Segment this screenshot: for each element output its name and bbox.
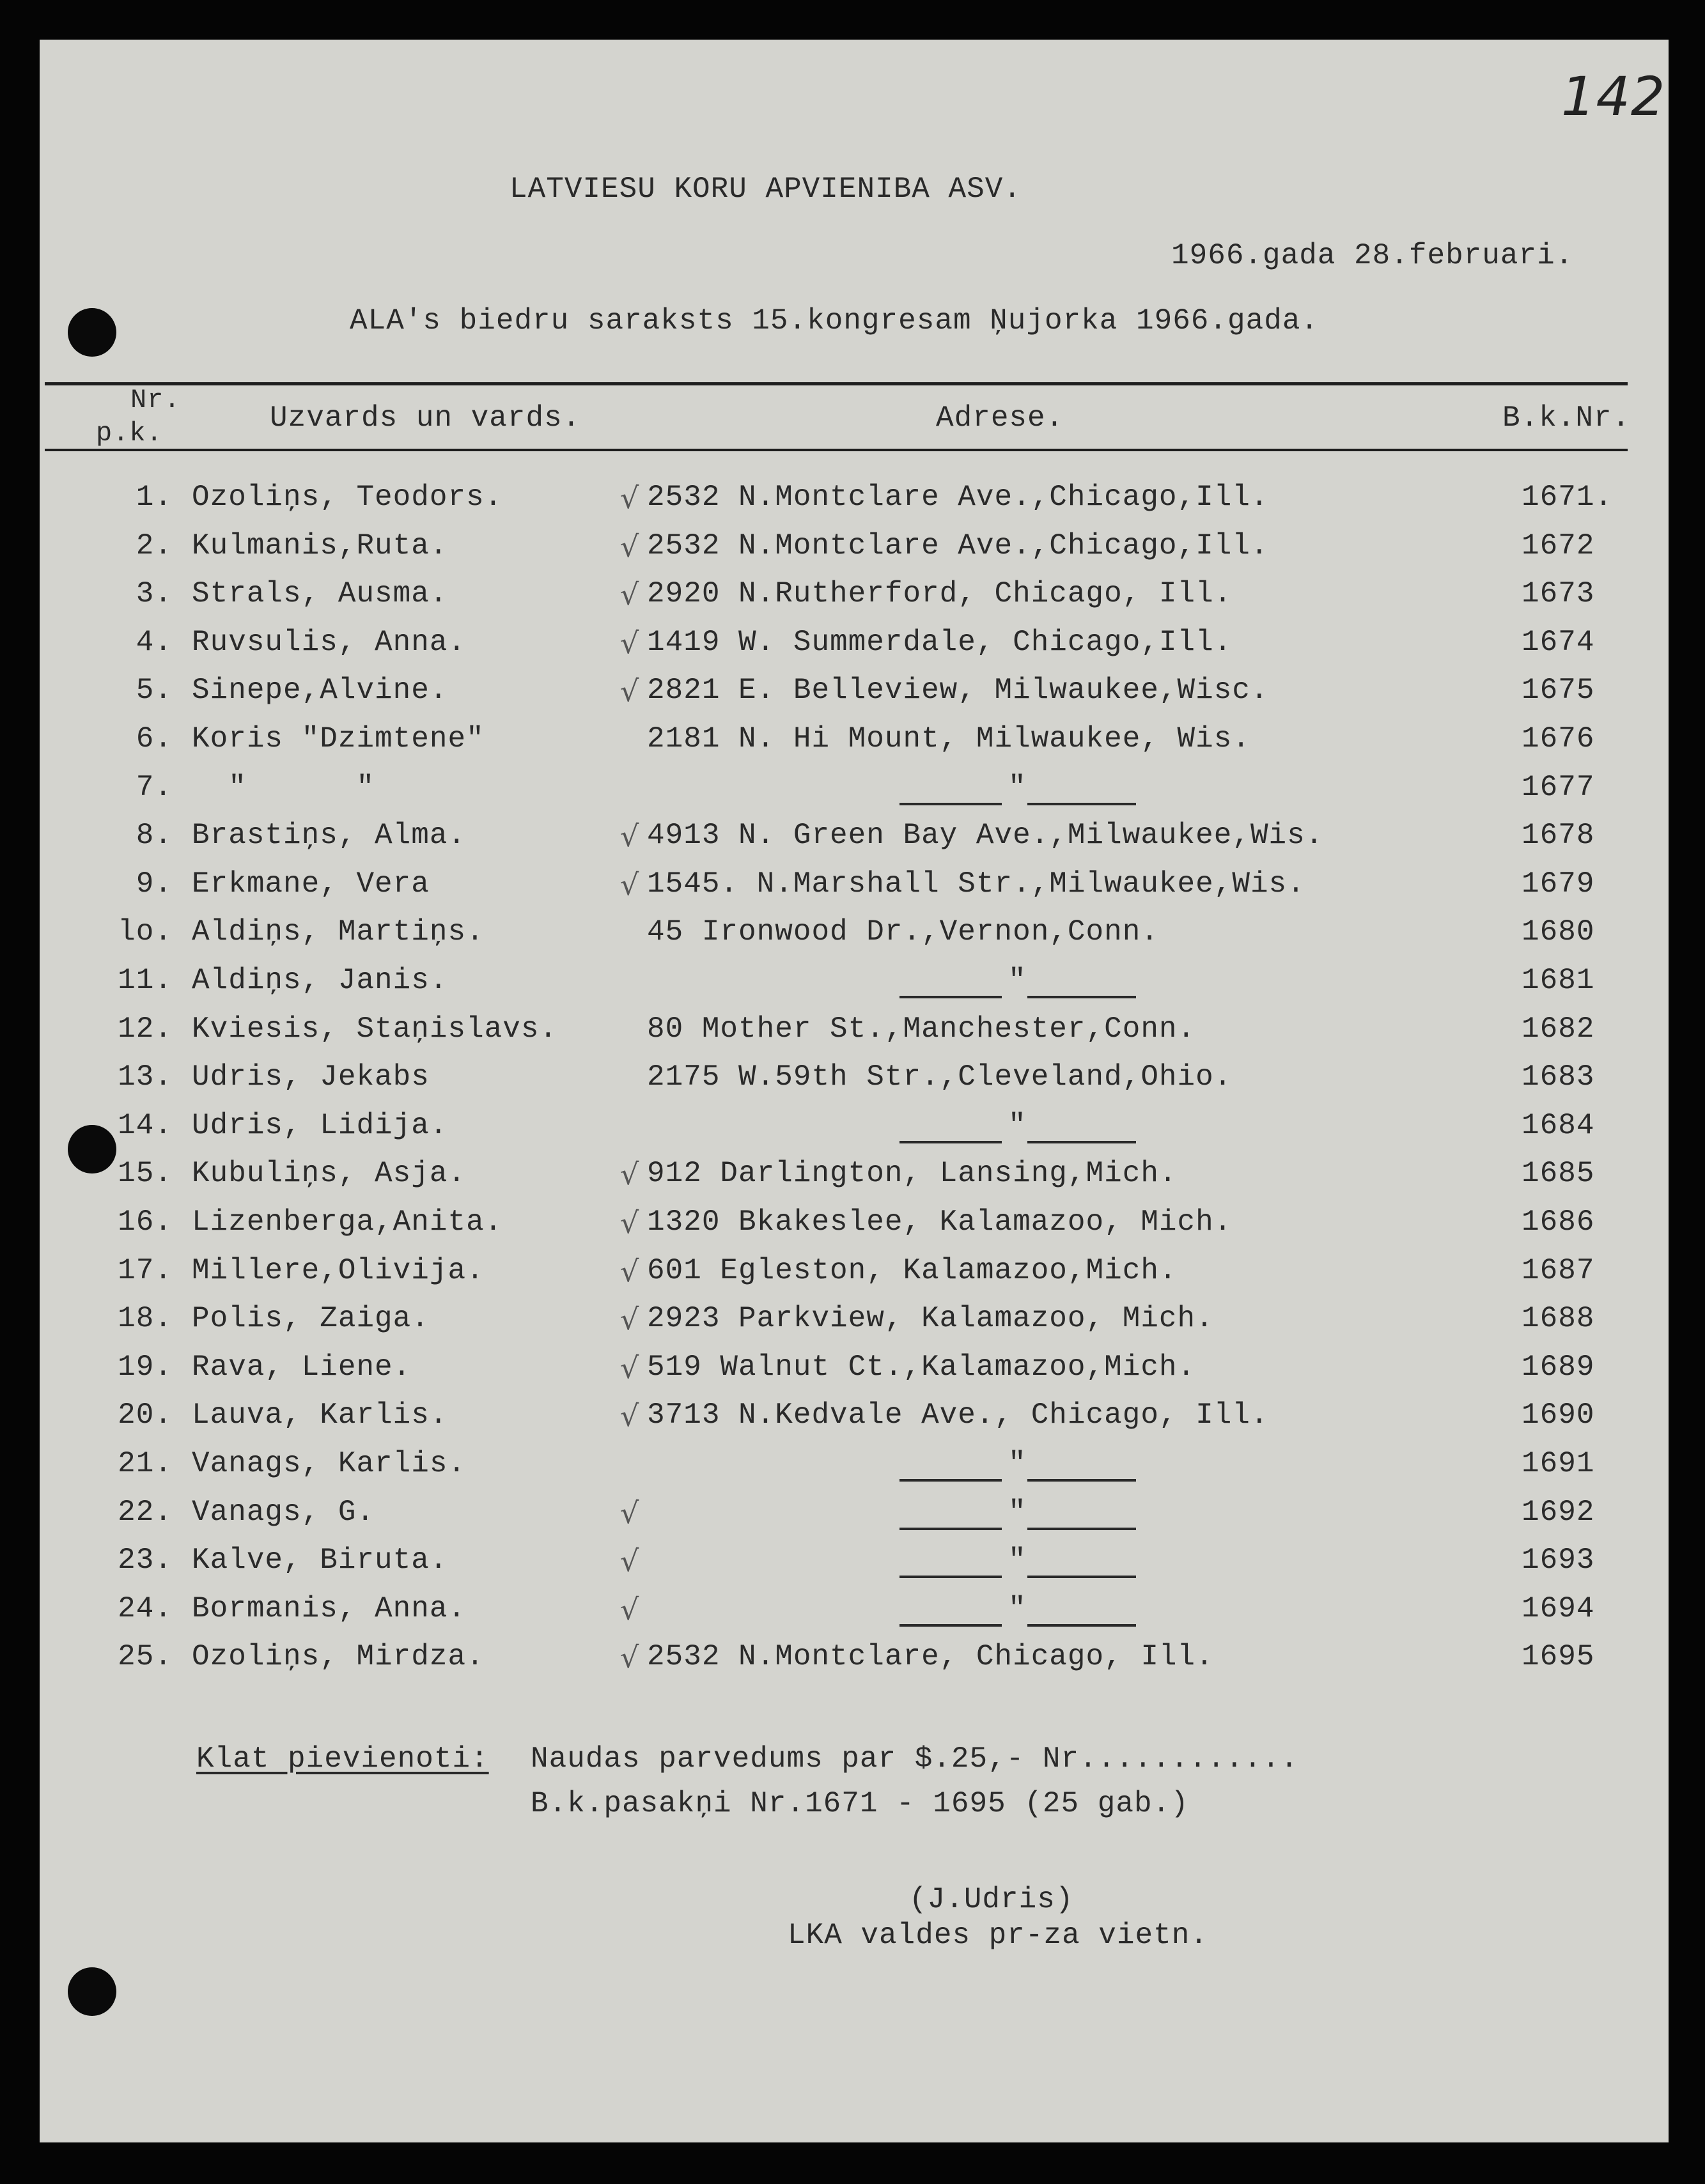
member-bk-number: 1692 — [1522, 1496, 1595, 1529]
enclosed-label: Klat pievienoti: — [196, 1742, 489, 1776]
member-bk-number: 1687 — [1522, 1254, 1595, 1287]
member-name: Strals, Ausma. — [192, 577, 448, 610]
column-nr-line2: p.k. — [96, 418, 163, 449]
ditto-line-right — [1027, 1528, 1136, 1530]
ditto-line-right — [1027, 1479, 1136, 1482]
member-name: Vanags, G. — [192, 1496, 375, 1529]
member-address: 2920 N.Rutherford, Chicago, Ill. — [647, 577, 1233, 610]
row-number: 7. — [136, 771, 173, 804]
member-bk-number: 1681 — [1522, 964, 1595, 997]
row-number: 9. — [136, 867, 173, 901]
member-address: 1419 W. Summerdale, Chicago,Ill. — [647, 626, 1233, 659]
member-name: Polis, Zaiga. — [192, 1302, 430, 1335]
member-address: 3713 N.Kedvale Ave., Chicago, Ill. — [647, 1398, 1269, 1432]
ditto-line-left — [899, 1141, 1002, 1143]
row-number: 24. — [118, 1592, 173, 1625]
check-mark: √ — [620, 1351, 640, 1385]
member-address: 1320 Bkakeslee, Kalamazoo, Mich. — [647, 1205, 1233, 1239]
member-name: Kulmanis,Ruta. — [192, 529, 448, 562]
punch-hole-middle — [68, 1125, 116, 1173]
check-mark: √ — [620, 1302, 640, 1336]
punch-hole-bottom — [68, 1967, 116, 2016]
member-address: 2181 N. Hi Mount, Milwaukee, Wis. — [647, 722, 1250, 755]
member-address: 2532 N.Montclare Ave.,Chicago,Ill. — [647, 529, 1269, 562]
column-name-header: Uzvards un vards. — [270, 401, 581, 435]
member-bk-number: 1694 — [1522, 1592, 1595, 1625]
member-bk-number: 1685 — [1522, 1157, 1595, 1190]
row-number: 25. — [118, 1640, 173, 1673]
column-address-header: Adrese. — [936, 401, 1064, 435]
ditto-line-left — [899, 803, 1002, 805]
punch-hole-top — [68, 308, 116, 357]
member-bk-number: 1673 — [1522, 577, 1595, 610]
row-number: 19. — [118, 1351, 173, 1384]
member-name: Kalve, Biruta. — [192, 1544, 448, 1577]
member-name: Aldiņs, Janis. — [192, 964, 448, 997]
signature-name: (J.Udris) — [909, 1883, 1074, 1916]
member-name: Kubuliņs, Asja. — [192, 1157, 467, 1190]
document-date: 1966.gada 28.februari. — [1171, 239, 1574, 272]
member-name: Sinepe,Alvine. — [192, 674, 448, 707]
member-address: 601 Egleston, Kalamazoo,Mich. — [647, 1254, 1178, 1287]
check-mark: √ — [620, 1398, 640, 1433]
member-name: Lizenberga,Anita. — [192, 1205, 503, 1239]
member-bk-number: 1682 — [1522, 1012, 1595, 1046]
row-number: 21. — [118, 1447, 173, 1480]
enclosed-line-1: Naudas parvedums par $.25,- Nr............ — [531, 1742, 1299, 1776]
member-bk-number: 1693 — [1522, 1544, 1595, 1577]
member-bk-number: 1691 — [1522, 1447, 1595, 1480]
ditto-line-right — [1027, 1576, 1136, 1578]
check-mark: √ — [620, 529, 640, 564]
row-number: 2. — [136, 529, 173, 562]
ditto-line-left — [899, 1624, 1002, 1627]
member-name: Rava, Liene. — [192, 1351, 412, 1384]
row-number: 1. — [136, 481, 173, 514]
member-address: 80 Mother St.,Manchester,Conn. — [647, 1012, 1196, 1046]
member-name: Lauva, Karlis. — [192, 1398, 448, 1432]
signature-title: LKA valdes pr-za vietn. — [788, 1919, 1208, 1952]
member-name: Ruvsulis, Anna. — [192, 626, 467, 659]
member-bk-number: 1680 — [1522, 915, 1595, 949]
row-number: lo. — [118, 915, 173, 949]
list-title: ALA's biedru saraksts 15.kongresam Ņujorka 1966.gada. — [350, 304, 1320, 337]
table-header-rule — [45, 449, 1628, 451]
organization-title: LATVIESU KORU APVIENIBA ASV. — [510, 173, 1022, 206]
member-bk-number: 1671. — [1522, 481, 1614, 514]
member-name: " " — [192, 771, 375, 804]
member-name: Udris, Lidija. — [192, 1109, 448, 1142]
check-mark: √ — [620, 481, 640, 515]
member-name: Kviesis, Staņislavs. — [192, 1012, 558, 1046]
member-bk-number: 1678 — [1522, 819, 1595, 852]
row-number: 23. — [118, 1544, 173, 1577]
row-number: 15. — [118, 1157, 173, 1190]
member-address: 2821 E. Belleview, Milwaukee,Wisc. — [647, 674, 1269, 707]
page-number: 142 — [1561, 65, 1666, 128]
column-nr-line1: Nr. — [130, 385, 181, 415]
member-bk-number: 1674 — [1522, 626, 1595, 659]
member-bk-number: 1695 — [1522, 1640, 1595, 1673]
row-number: 4. — [136, 626, 173, 659]
ditto-mark: " — [1008, 771, 1027, 804]
ditto-line-left — [899, 1576, 1002, 1578]
check-mark: √ — [620, 1640, 640, 1675]
table-top-rule — [45, 382, 1628, 385]
check-mark: √ — [620, 819, 640, 853]
ditto-line-left — [899, 996, 1002, 998]
row-number: 6. — [136, 722, 173, 755]
member-address: 1545. N.Marshall Str.,Milwaukee,Wis. — [647, 867, 1305, 901]
member-name: Millere,Olivija. — [192, 1254, 485, 1287]
check-mark: √ — [620, 1157, 640, 1191]
member-bk-number: 1683 — [1522, 1060, 1595, 1094]
ditto-mark: " — [1008, 964, 1027, 997]
row-number: 22. — [118, 1496, 173, 1529]
ditto-line-right — [1027, 803, 1136, 805]
ditto-line-right — [1027, 1624, 1136, 1627]
ditto-mark: " — [1008, 1109, 1027, 1142]
member-bk-number: 1690 — [1522, 1398, 1595, 1432]
row-number: 12. — [118, 1012, 173, 1046]
member-address: 4913 N. Green Bay Ave.,Milwaukee,Wis. — [647, 819, 1324, 852]
row-number: 20. — [118, 1398, 173, 1432]
member-bk-number: 1679 — [1522, 867, 1595, 901]
check-mark: √ — [620, 674, 640, 708]
check-mark: √ — [620, 867, 640, 902]
member-bk-number: 1676 — [1522, 722, 1595, 755]
row-number: 5. — [136, 674, 173, 707]
row-number: 18. — [118, 1302, 173, 1335]
row-number: 13. — [118, 1060, 173, 1094]
member-name: Erkmane, Vera — [192, 867, 430, 901]
ditto-mark: " — [1008, 1496, 1027, 1529]
row-number: 16. — [118, 1205, 173, 1239]
member-address: 2532 N.Montclare, Chicago, Ill. — [647, 1640, 1214, 1673]
check-mark: √ — [620, 1496, 640, 1530]
ditto-mark: " — [1008, 1447, 1027, 1480]
ditto-line-right — [1027, 1141, 1136, 1143]
member-bk-number: 1677 — [1522, 771, 1595, 804]
ditto-line-left — [899, 1479, 1002, 1482]
member-address: 2532 N.Montclare Ave.,Chicago,Ill. — [647, 481, 1269, 514]
row-number: 14. — [118, 1109, 173, 1142]
member-bk-number: 1686 — [1522, 1205, 1595, 1239]
member-bk-number: 1684 — [1522, 1109, 1595, 1142]
member-bk-number: 1689 — [1522, 1351, 1595, 1384]
member-name: Brastiņs, Alma. — [192, 819, 467, 852]
ditto-line-right — [1027, 996, 1136, 998]
member-name: Koris "Dzimtene" — [192, 722, 485, 755]
check-mark: √ — [620, 626, 640, 660]
member-name: Udris, Jekabs — [192, 1060, 430, 1094]
member-name: Aldiņs, Martiņs. — [192, 915, 485, 949]
check-mark: √ — [620, 1254, 640, 1289]
ditto-line-left — [899, 1528, 1002, 1530]
check-mark: √ — [620, 577, 640, 612]
check-mark: √ — [620, 1205, 640, 1240]
member-bk-number: 1672 — [1522, 529, 1595, 562]
member-name: Vanags, Karlis. — [192, 1447, 467, 1480]
enclosed-line-2: B.k.pasakņi Nr.1671 - 1695 (25 gab.) — [531, 1787, 1189, 1820]
row-number: 17. — [118, 1254, 173, 1287]
member-address: 2923 Parkview, Kalamazoo, Mich. — [647, 1302, 1214, 1335]
check-mark: √ — [620, 1544, 640, 1578]
member-bk-number: 1688 — [1522, 1302, 1595, 1335]
member-address: 45 Ironwood Dr.,Vernon,Conn. — [647, 915, 1159, 949]
row-number: 11. — [118, 964, 173, 997]
member-name: Ozoliņs, Mirdza. — [192, 1640, 485, 1673]
member-name: Bormanis, Anna. — [192, 1592, 467, 1625]
document-page — [40, 40, 1669, 2142]
member-address: 2175 W.59th Str.,Cleveland,Ohio. — [647, 1060, 1233, 1094]
member-address: 912 Darlington, Lansing,Mich. — [647, 1157, 1178, 1190]
check-mark: √ — [620, 1592, 640, 1627]
ditto-mark: " — [1008, 1544, 1027, 1577]
member-address: 519 Walnut Ct.,Kalamazoo,Mich. — [647, 1351, 1196, 1384]
row-number: 8. — [136, 819, 173, 852]
row-number: 3. — [136, 577, 173, 610]
ditto-mark: " — [1008, 1592, 1027, 1625]
member-name: Ozoliņs, Teodors. — [192, 481, 503, 514]
member-bk-number: 1675 — [1522, 674, 1595, 707]
column-bk-header: B.k.Nr. — [1502, 401, 1631, 435]
